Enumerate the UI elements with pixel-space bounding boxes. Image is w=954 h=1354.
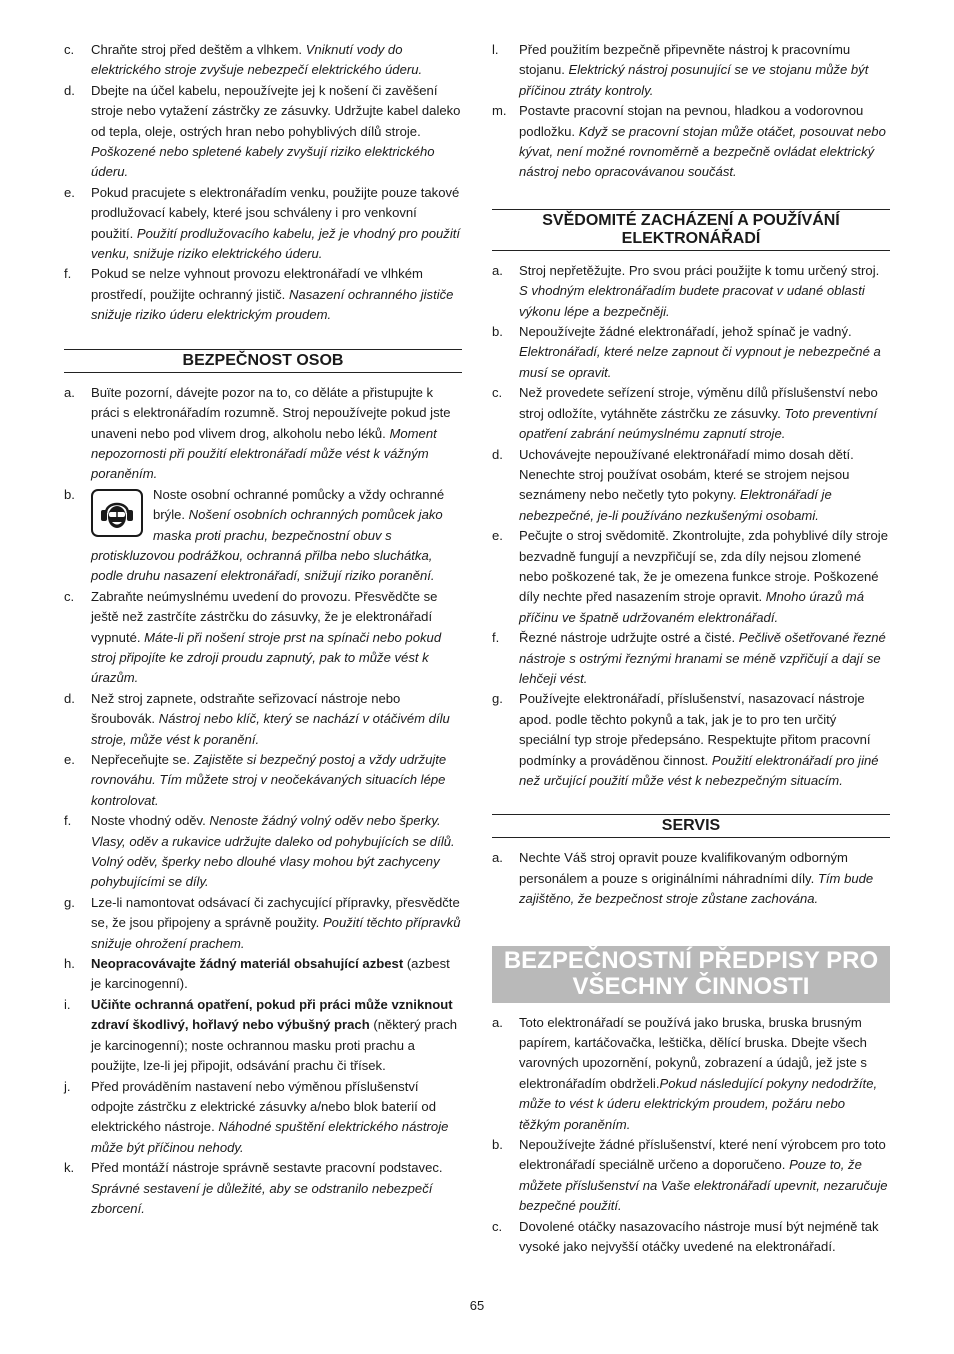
list-item: e. Pečujte o stroj svědomitě. Zkontrolujte, zda pohyblivé díly stroje bezvadně fungují a nevzpřičují se, zda díly nejsou zlomené nebo poškozené tak, že je omezena funkce stroje. Poškozené díly nechte před nasazením stroje opravit. Mnoho úrazů má příčinu ve špatně udržovaném elektronářadí. bbox=[492, 528, 888, 625]
list-item: j. Před prováděním nastavení nebo výměnou příslušenství odpojte zástrčku z elektrické zásuvky a/nebo blok baterií od elektrického nástroje. Náhodné spuštění elektrického nástroje může být příčinou nehody. bbox=[64, 1078, 449, 1155]
list-item: e. Pokud pracujete s elektronářadím venku, použijte pouze takové prodlužovací kabely, které jsou schváleny i pro venkovní použití. Použití prodlužovacího kabelu, jež je vhodný pro použití venku, snižuje riziko elektrického úderu. bbox=[64, 184, 461, 262]
list-item: f. Noste vhodný oděv. Nenoste žádný volný oděv nebo šperky. Vlasy, oděv a rukavice udržujte daleko od pohybujících se dílů. Volný oděv, šperky nebo dlouhé vlasy mohou být zachyceny pohybujícími se díly. bbox=[64, 813, 455, 890]
list-item: l. Před použitím bezpečně připevněte nástroj k pracovnímu stojanu. Elektrický nástroj posunující se ve stojanu může být příčinou ztráty kontroly. bbox=[492, 42, 869, 98]
list-item: a. Nechte Váš stroj opravit pouze kvalifikovaným odborným personálem a pouze s originálními náhradními díly. Tím bude zajištěno, že bezpečnost stroje zůstane zachována. bbox=[492, 850, 874, 907]
section-title-bezpecnost-osob: BEZPEČNOST OSOB bbox=[64, 349, 462, 373]
list-item: f. Řezné nástroje udržujte ostré a čisté. Pečlivě ošetřované řezné nástroje s ostrými řeznými hranami se méně vzpřičují a dají se lehčeji vést. bbox=[492, 630, 886, 686]
list-item: h. Neopracovávajte žádný materiál obsahující azbest (azbest je karcinogenní). bbox=[64, 956, 450, 992]
list-item: k. Před montáží nástroje správně sestavte pracovní podstavec. Správné sestavení je důležité, aby se odstranilo nebezpečí zborcení. bbox=[64, 1160, 443, 1216]
list-item: m. Postavte pracovní stojan na pevnou, hladkou a vodorovnou podložku. Když se pracovní stojan může otáčet, posouvat nebo kývat, není možné rovnoměrně a bezpečně ovládat elektrický nástroj nebo opracovávanou součást. bbox=[492, 103, 886, 180]
list-item: d. Uchovávejte nepoužívané elektronářadí mimo dosah dětí. Nenechte stroj používat osobám, které se strojem nejsou seznámeny nebo nečetly tyto pokyny. Elektronářadí je nebezpečné, je-li používáno nezkušenými osobami. bbox=[492, 446, 854, 523]
list-item: a. Stroj nepřetěžujte. Pro svou práci použijte k tomu určený stroj. S vhodným elektronářadím budete pracovat v udané oblasti výkonu lépe a bezpečněji. bbox=[492, 262, 880, 319]
list-item: e. Nepřeceňujte se. Zajistěte si bezpečný postoj a vždy udržujte rovnováhu. Tím můžete stroj v neočekávaných situacích lépe kontrolovat. bbox=[64, 752, 447, 808]
list-item: i. Učiňte ochranná opatření, pokud při práci může vzniknout zdraví škodlivý, hořlavý nebo výbušný prach (některý prach je karcinogenní); noste ochrannou masku proti prachu a použijte, lze-li jej připojit, odsávání prachu či třísek. bbox=[64, 996, 458, 1074]
list-item: a. Toto elektronářadí se používá jako bruska, bruska brusným papírem, kartáčovačka, leštička, dělící bruska. Dbejte všech varovných upozornění, pokynů, zobrazení a údajů, jež jste s elektronářadím obdrželi.Pokud následující pokyny nedodržíte, může to vést k úderu elektrickým proudem, požáru nebo těžkým poraněním. bbox=[492, 1014, 878, 1132]
list-item: a. Buïte pozorní, dávejte pozor na to, co děláte a přistupujte k práci s elektronářadím rozumně. Stroj nepoužívejte pokud jste unaveni nebo pod vlivem drog, alkoholu nebo léků. Moment nepozornosti při použití elektronářadí může vést k vážným poraněním. bbox=[64, 384, 451, 482]
list-item: d. Než stroj zapnete, odstraňte seřizovací nástroje nebo šroubovák. Nástroj nebo klíč, který se nachází v otáčivém dílu stroje, může vést k poranění. bbox=[64, 690, 450, 747]
big-section-title: BEZPEČNOSTNÍ PŘEDPISY PRO VŠECHNY ČINNOSTI bbox=[492, 946, 890, 1003]
list-item: f. Pokud se nelze vyhnout provozu elektronářadí ve vlhkém prostředí, použijte ochranný jistič. Nasazení ochranného jističe snižuje riziko úderu elektrickým proudem. bbox=[64, 266, 454, 323]
list-item: b. Nepoužívejte žádné příslušenství, které není výrobcem pro toto elektronářadí speciálně určeno a doporučeno. Pouze to, že můžete příslušenství na Vaše elektronářadí upevnit, nezaručuje bezpečné použití. bbox=[492, 1137, 888, 1214]
page-number: 65 bbox=[469, 1298, 485, 1313]
list-item: g. Lze-li namontovat odsávací či zachycující přípravky, přesvědčte se, že jsou připojeny a správně použity. Použití těchto přípravků snižuje ohrožení prachem. bbox=[64, 894, 461, 951]
list-item: c. Než provedete seřízení stroje, výměnu dílů příslušenství nebo stroj odložíte, vytáhněte zástrčku ze zásuvky. Toto preventivní opatření zabrání neúmyslnému zapnutí stroje. bbox=[492, 385, 878, 442]
list-item-with-icon: b. Noste osobní ochranné pomůcky a vždy ochranné brýle. Nošení osobních ochranných pomůcek jako maska proti prachu, bezpečnostní obuv s protiskluzovou podrážkou, ochranná přilba nebo sluchátka, podle druhu nasazení elektronářadí, snižují riziko poranění. bbox=[64, 486, 445, 584]
left-column bbox=[64, 40, 462, 1219]
section-title-svedomite-zachazeni: SVĚDOMITÉ ZACHÁZENÍ A POUŽÍVÁNÍ ELEKTRONÁŘADÍ bbox=[492, 209, 890, 251]
list-item: c. Chraňte stroj před deštěm a vlhkem. Vniknutí vody do elektrického stroje zvyšuje nebezpečí elektrického úderu. bbox=[64, 42, 423, 78]
list-item: d. Dbejte na účel kabelu, nepoužívejte jej k nošení či zavěšení stroje nebo vytažení zástrčky ze zásuvky. Udržujte kabel daleko od tepla, oleje, ostrých hran nebo pohyblivých dílů stroje. Poškozené nebo spletené kabely zvyšují riziko elektrického úderu. bbox=[64, 82, 461, 180]
list-item: c. Zabraňte neúmyslnému uvedení do provozu. Přesvědčte se ještě než zastrčíte zástrčku do zásuvky, že je elektronářadí vypnuté. Máte-li při nošení stroje prst na spínači nebo pokud stroj připojíte ke zdroji proudu zapnutý, pak to může vést k úrazům. bbox=[64, 588, 442, 686]
right-column bbox=[492, 40, 890, 1258]
list-item: g. Používejte elektronářadí, příslušenství, nasazovací nástroje apod. podle těchto pokynů a tak, jak je to pro ten určitý speciální typ stroje předepsáno. Respektujte přitom pracovní podmínky a prováděnou činnost. Použití elektronářadí pro jiné než určující použití může vést k nebezpečným situacím. bbox=[492, 691, 879, 788]
list-item: c. Dovolené otáčky nasazovacího nástroje musí být nejméně tak vysoké jako nejvyšší otáčky uvedené na elektronářadí. bbox=[492, 1218, 879, 1255]
goggles-ear-protection-icon bbox=[91, 489, 143, 537]
section-title-servis: SERVIS bbox=[492, 814, 890, 838]
list-item: b. Nepoužívejte žádné elektronářadí, jehož spínač je vadný. Elektronářadí, které nelze zapnout či vypnout je nebezpečné a musí se opravit. bbox=[492, 324, 881, 380]
